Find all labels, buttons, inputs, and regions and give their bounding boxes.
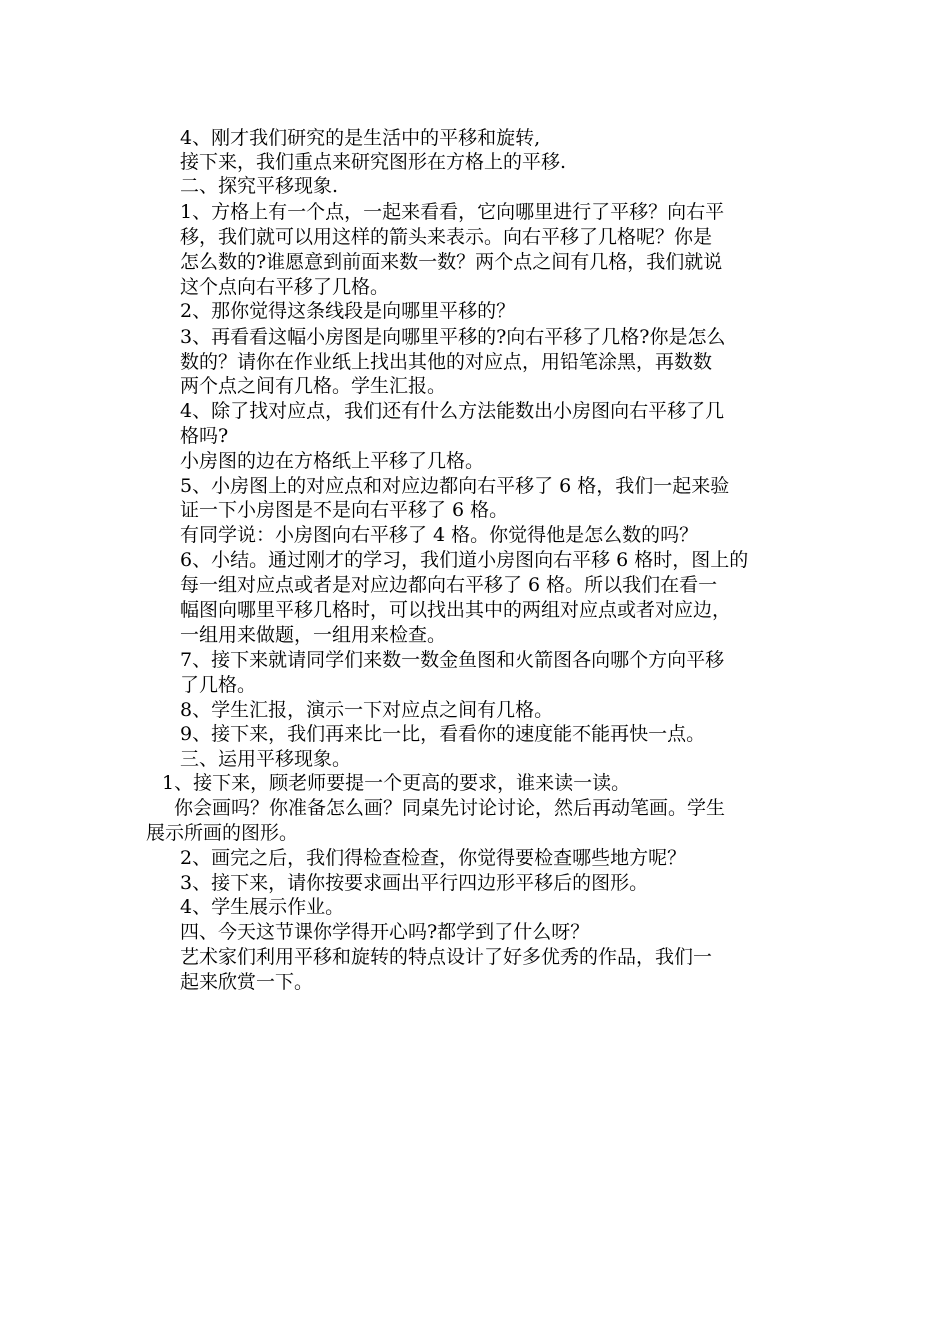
text-line: 4、刚才我们研究的是生活中的平移和旋转, <box>180 127 541 149</box>
text-line: 证一下小房图是不是向右平移了 6 格。 <box>180 499 509 521</box>
text-line: 每一组对应点或者是对应边都向右平移了 6 格。所以我们在看一 <box>180 574 718 596</box>
text-line: 数的？请你在作业纸上找出其他的对应点，用铅笔涂黑，再数数 <box>180 351 713 373</box>
text-line: 3、再看看这幅小房图是向哪里平移的?向右平移了几格?你是怎么 <box>180 326 726 348</box>
text-line: 展示所画的图形。 <box>146 822 299 844</box>
text-line: 4、学生展示作业。 <box>180 896 345 918</box>
text-line: 2、那你觉得这条线段是向哪里平移的？ <box>180 300 516 322</box>
text-line: 7、接下来就请同学们来数一数金鱼图和火箭图各向哪个方向平移 <box>180 649 725 671</box>
text-line: 3、接下来，请你按要求画出平行四边形平移后的图形。 <box>180 872 649 894</box>
text-line: 这个点向右平移了几格。 <box>180 276 390 298</box>
text-line: 移，我们就可以用这样的箭头来表示。向右平移了几格呢？你是 <box>180 226 713 248</box>
text-line: 6、小结。通过刚才的学习，我们道小房图向右平移 6 格时，图上的 <box>180 549 749 571</box>
section-heading: 四、今天这节课你学得开心吗?都学到了什么呀？ <box>180 921 590 943</box>
text-line: 小房图的边在方格纸上平移了几格。 <box>180 450 485 472</box>
text-line: 一组用来做题，一组用来检查。 <box>180 624 447 646</box>
section-heading: 二、探究平移现象. <box>180 175 339 197</box>
text-line: 1、方格上有一个点，一起来看看，它向哪里进行了平移？向右平 <box>180 201 725 223</box>
text-line: 有同学说：小房图向右平移了 4 格。你觉得他是怎么数的吗？ <box>180 524 699 546</box>
text-line: 2、画完之后，我们得检查检查，你觉得要检查哪些地方呢？ <box>180 847 687 869</box>
text-line: 起来欣赏一下。 <box>180 971 314 993</box>
text-line: 9、接下来，我们再来比一比，看看你的速度能不能再快一点。 <box>180 723 706 745</box>
text-line: 5、小房图上的对应点和对应边都向右平移了 6 格，我们一起来验 <box>180 475 730 497</box>
text-line: 4、除了找对应点，我们还有什么方法能数出小房图向右平移了几 <box>180 400 725 422</box>
text-line: 你会画吗？你准备怎么画？同桌先讨论讨论，然后再动笔画。学生 <box>174 797 726 819</box>
section-heading: 三、运用平移现象。 <box>180 748 352 770</box>
text-line: 接下来，我们重点来研究图形在方格上的平移. <box>180 151 567 173</box>
text-line: 了几格。 <box>180 674 257 696</box>
text-line: 艺术家们利用平移和旋转的特点设计了好多优秀的作品，我们一 <box>180 946 713 968</box>
text-line: 8、学生汇报，演示一下对应点之间有几格。 <box>180 699 554 721</box>
text-line: 两个点之间有几格。学生汇报。 <box>180 375 447 397</box>
text-line: 幅图向哪里平移几格时，可以找出其中的两组对应点或者对应边， <box>180 599 732 621</box>
text-line: 1、接下来，顾老师要提一个更高的要求，谁来读一读。 <box>162 772 631 794</box>
text-line: 格吗? <box>180 425 229 447</box>
text-line: 怎么数的?谁愿意到前面来数一数？两个点之间有几格，我们就说 <box>180 251 723 273</box>
